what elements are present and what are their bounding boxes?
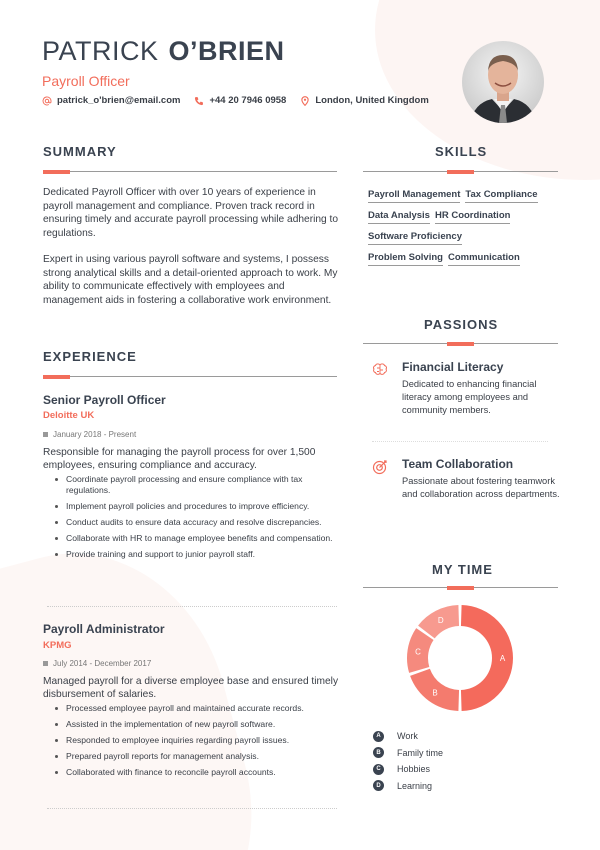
passion-description: Dedicated to enhancing financial literacy among employees and community members.	[402, 379, 537, 415]
candidate-name	[42, 36, 285, 67]
legend-label: Hobbies	[397, 764, 431, 775]
donut-slice-a	[461, 605, 513, 711]
calendar-icon	[43, 661, 48, 666]
job-bullet: Implement payroll policies and procedures to improve efficiency.	[66, 501, 341, 512]
time-donut-chart	[405, 603, 515, 713]
job-bullet: Coordinate payroll processing and ensure compliance with tax regulations.	[66, 474, 341, 496]
section-accent-bar	[447, 586, 474, 590]
phone-text: +44 20 7946 0958	[209, 95, 287, 106]
job-bullet: Processed employee payroll and maintained accurate records.	[66, 703, 341, 714]
summary-paragraph: Dedicated Payroll Officer with over 10 years of experience in payroll management and compliance. Proven track record in ensuring timely and accurate payroll processing while adhering to regulations.	[43, 187, 339, 239]
legend-key: C	[373, 764, 384, 775]
skills-list	[368, 189, 568, 273]
brain-icon	[372, 362, 388, 378]
section-accent-bar	[43, 375, 70, 379]
job-separator	[47, 808, 337, 809]
section-accent-bar	[447, 170, 474, 174]
job-bullet: Collaborated with finance to reconcile payroll accounts.	[66, 767, 341, 778]
job-bullet-list	[66, 703, 341, 783]
legend-item	[373, 745, 443, 762]
person-portrait-icon	[462, 41, 544, 123]
job-bullet: Responded to employee inquiries regarding payroll issues.	[66, 735, 341, 746]
location-text: London, United Kingdom	[315, 95, 429, 106]
contact-phone[interactable]	[194, 95, 286, 106]
donut-slice-label: C	[415, 647, 421, 657]
section-accent-bar	[43, 170, 70, 174]
skill-row	[368, 210, 568, 224]
skill-row	[368, 252, 568, 266]
job-company: KPMG	[43, 640, 72, 651]
legend-label: Work	[397, 731, 418, 742]
donut-slice-label: D	[437, 616, 444, 626]
skill-tag: Problem Solving	[368, 252, 443, 266]
passion-item	[372, 457, 562, 517]
skill-row	[368, 231, 568, 245]
job-bullet: Collaborate with HR to manage employee benefits and compensation.	[66, 533, 341, 544]
job-company: Deloitte UK	[43, 410, 95, 421]
skill-tag: Software Proficiency	[368, 231, 462, 245]
legend-label: Family time	[397, 747, 444, 758]
passion-item	[372, 360, 562, 420]
contact-info	[42, 95, 429, 106]
skill-tag: Communication	[448, 252, 520, 266]
target-icon	[372, 459, 388, 475]
contact-location	[300, 95, 428, 106]
at-icon	[42, 96, 52, 106]
job-bullet: Prepared payroll reports for management analysis.	[66, 751, 341, 762]
summary-paragraph: Expert in using various payroll software and systems, I possess strong analytical skills and a detail-oriented approach to work. My ability to communicate effectively with employees and management aids in fostering a collaborative work environment.	[43, 254, 338, 306]
section-accent-bar	[447, 342, 474, 346]
job-dates-text: July 2014 - December 2017	[53, 659, 152, 668]
first-name: PATRICK	[42, 36, 159, 66]
job-position: Payroll Administrator	[43, 622, 165, 636]
chart-legend	[373, 728, 443, 794]
skill-tag: Data Analysis	[368, 210, 430, 224]
my-time-heading: MY TIME	[432, 562, 493, 577]
section-divider	[43, 171, 337, 172]
legend-key: B	[373, 747, 384, 758]
job-bullet-list	[66, 474, 341, 565]
skills-heading: SKILLS	[435, 144, 488, 159]
job-dates-text: January 2018 - Present	[53, 430, 137, 439]
passion-title: Financial Literacy	[402, 360, 504, 374]
legend-label: Learning	[397, 780, 433, 791]
job-bullet: Conduct audits to ensure data accuracy and resolve discrepancies.	[66, 517, 341, 528]
legend-key: D	[373, 780, 384, 791]
job-dates	[43, 430, 136, 439]
job-title: Payroll Officer	[42, 73, 130, 89]
passion-description: Passionate about fostering teamwork and collaboration across departments.	[402, 476, 560, 499]
job-bullet: Assisted in the implementation of new payroll software.	[66, 719, 341, 730]
profile-photo	[462, 41, 544, 123]
job-description: Responsible for managing the payroll process for over 1,500 employees, ensuring compliance and accuracy.	[43, 447, 316, 471]
legend-item	[373, 728, 443, 745]
passions-heading: PASSIONS	[424, 317, 499, 332]
section-divider	[43, 376, 337, 377]
passion-separator	[372, 441, 548, 442]
skill-tag: HR Coordination	[435, 210, 510, 224]
email-text: patrick_o'brien@email.com	[57, 95, 181, 106]
job-position: Senior Payroll Officer	[43, 393, 166, 407]
job-separator	[47, 606, 337, 607]
phone-icon	[194, 96, 204, 106]
location-pin-icon	[300, 96, 310, 106]
job-description: Managed payroll for a diverse employee base and ensured timely disbursement of salaries.	[43, 676, 339, 700]
skill-row	[368, 189, 568, 203]
legend-key: A	[373, 731, 384, 742]
contact-email[interactable]	[42, 95, 180, 106]
legend-item	[373, 761, 443, 778]
legend-item	[373, 778, 443, 795]
summary-heading: SUMMARY	[43, 144, 117, 159]
passion-title: Team Collaboration	[402, 457, 514, 471]
experience-heading: EXPERIENCE	[43, 349, 137, 364]
job-dates	[43, 659, 151, 668]
skill-tag: Tax Compliance	[465, 189, 537, 203]
last-name: O’BRIEN	[168, 36, 285, 66]
donut-slice-label: B	[432, 688, 438, 698]
calendar-icon	[43, 432, 48, 437]
job-bullet: Provide training and support to junior payroll staff.	[66, 549, 341, 560]
skill-tag: Payroll Management	[368, 189, 460, 203]
donut-slice-label: A	[499, 654, 506, 663]
